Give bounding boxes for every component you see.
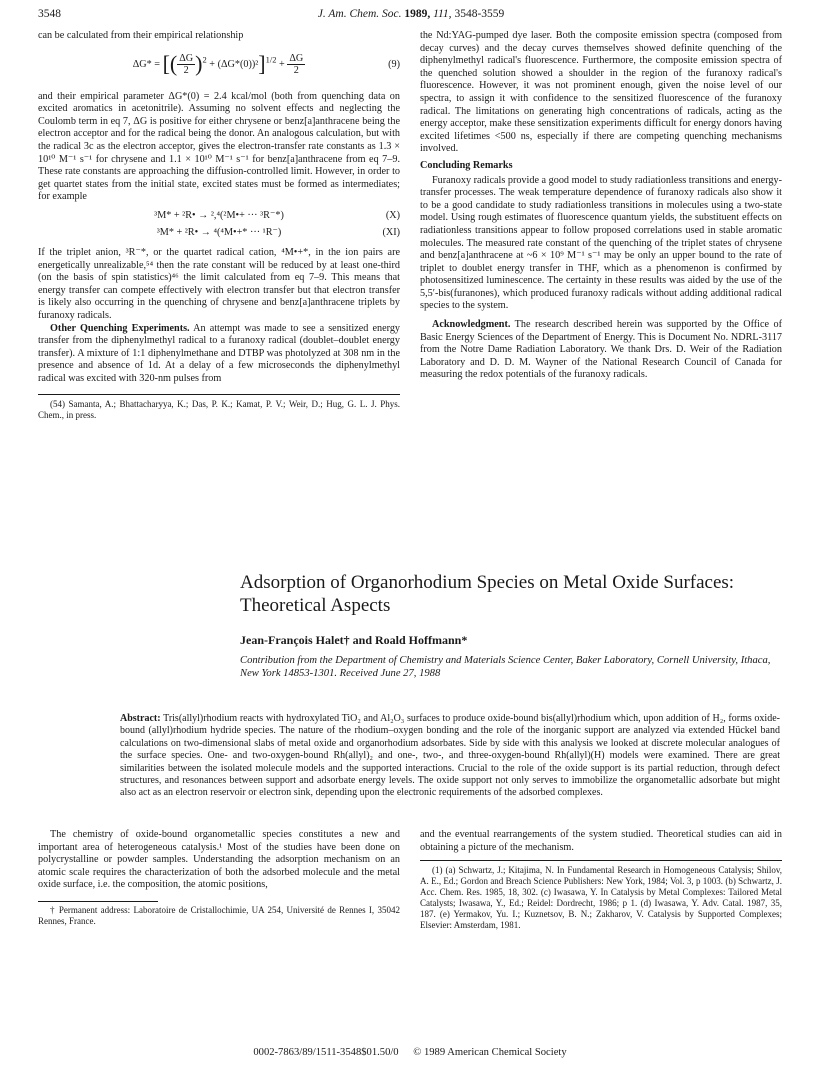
- journal-year: 1989,: [404, 8, 431, 20]
- body-right-column: [420, 829, 782, 931]
- body-left-column: [38, 829, 400, 927]
- article-authors: Jean-François Halet† and Roald Hoffmann*: [240, 633, 468, 647]
- equation-number: (9): [388, 58, 400, 70]
- footnote-divider: [38, 394, 400, 395]
- journal-citation: [38, 8, 784, 20]
- footnote-permanent-address: † Permanent address: Laboratoire de Cristallochimie, UA 254, Université de Rennes I, 35042 Rennes, France.: [38, 904, 400, 926]
- paragraph: If the triplet anion, ³R⁻*, or the quartet radical cation, ⁴M•+*, in the ion pairs are energetically unrealizable,⁵⁴ then the rate constant will be reduced by at least one-third (on the basis of spin statistics)⁴⁶ the limit calculated from eq 7–9. This means that energy transfer can compete effectively with electron transfer but that electron transfer is likely also occurring in the quenching of chrysene and benz[a]anthracene triplets by furanoxy radicals.: [38, 246, 400, 321]
- paragraph: can be calculated from their empirical relationship: [38, 30, 244, 41]
- run-in-heading: Other Quenching Experiments.: [50, 322, 190, 334]
- left-column: [38, 30, 400, 421]
- page-number: 3548: [38, 8, 61, 20]
- page-footer: [0, 1047, 820, 1058]
- journal-name: J. Am. Chem. Soc.: [317, 8, 402, 20]
- paragraph: the Nd:YAG-pumped dye laser. Both the composite emission spectra (composed from decay curves) and the decay curves themselves showed definite quenching of the diphenylmethyl radical's fluorescence. Furthermore, the composite emission spectra of the quenched solution showed a shoulder in the region of the furanoxy radical's fluorescence. However, it was not prominent enough, given the noise level of our spectra, to assign it with confidence to the sensitized fluorescence of the furanoxy radical. The limitations on generating high concentrations of radicals, acting as the energy acceptor, make these sensitization experiments difficult for energy donors having excited lifetimes <500 ns, especially if there are competing quenching mechanisms involved.: [420, 30, 782, 155]
- article-title: Adsorption of Organorhodium Species on Metal Oxide Surfaces: Theoretical Aspects: [240, 572, 735, 616]
- article-affiliation: Contribution from the Department of Chemistry and Materials Science Center, Baker Laboratory, Cornell University, Ithaca, New York 14853-1301. Received June 27, 1988: [240, 655, 771, 679]
- paragraph: and the eventual rearrangements of the system studied. Theoretical studies can aid in obtaining a picture of the mechanism.: [420, 829, 782, 853]
- acknowledgment: Acknowledgment. The research described herein was supported by the Office of Basic Energy Sciences of the Department of Energy. This is Document No. NDRL-3117 from the Notre Dame Radiation Laboratory. We thank Drs. D. Weir of the Radiation Laboratory and D. D. M. Wayner of the National Research Council of Canada for measuring the redox potentials of the furanoxy radicals.: [420, 319, 782, 381]
- article-code: 0002-7863/89/1511-3548$01.50/0: [253, 1047, 399, 1058]
- equation-X: ³M* + ²R• → ²,⁴(²M•+ ··· ³R⁻*) (X): [154, 209, 400, 221]
- footnote-divider: [420, 860, 782, 861]
- abstract: [120, 713, 780, 800]
- footnote-1: (1) (a) Schwartz, J.; Kitajima, N. In Fundamental Research in Homogeneous Catalysis; Shilov, A. E., Ed.; Gordon and Breach Science Publishers: New York, 1984; Vol. 3, p 1003. (b) Schwartz, J. Acc. Chem. Res. 1985, 18, 302. (c) Iwasawa, Y. In Catalysis by Metal Complexes: Tailored Metal Catalysts; Iwasawa, Y., Ed.; Reidel: Dordrecht, 1986; p 1. (d) Iwasawa, Y. Adv. Catal. 1987, 35, 187. (e) Yermakov, Yu. I.; Kuznetsov, B. N.; Zakharov, V. Catalysis by Supported Complexes; Elsevier: Amsterdam, 1981.: [420, 865, 782, 931]
- paragraph: and their empirical parameter ΔG*(0) = 2.4 kcal/mol (both from quenching data on excited aromatics in acetonitrile). Assuming no solvent effects and neglecting the Coulomb term in eq 7, ΔG is positive for either chrysene or benz[a]anthracene being the electron acceptor and for the radical being the donor. An analogous calculation, but with the radical 3c as the electron acceptor, gives the electron-transfer rate constants as 1.3 × 10¹⁰ M⁻¹ s⁻¹ for chrysene and 1.1 × 10¹⁰ M⁻¹ s⁻¹ for benz[a]anthracene from eq 7–9. These rate constants are approaching the diffusion-controlled limit. However, in order to get quartet states from the initial state, excited states must be formed as intermediates; for example: [38, 90, 400, 203]
- paragraph: Other Quenching Experiments. An attempt was made to see a sensitized energy transfer from the diphenylmethyl radical to a furanoxy radical (doublet–doublet energy transfer). A mixture of 1:1 diphenylmethane and DTBP was photolyzed at 308 nm in the presence and absence of 1d. At a delay of a few microseconds the diphenylmethyl radical was excited with 320-nm pulses from: [38, 322, 401, 384]
- footnote-54: (54) Samanta, A.; Bhattacharyya, K.; Das, P. K.; Kamat, P. V.; Weir, D.; Hug, G. L. J. Phys. Chem., in press.: [38, 399, 400, 421]
- journal-volume: 111,: [433, 8, 452, 20]
- section-heading: Concluding Remarks: [420, 159, 513, 171]
- right-column: [420, 30, 782, 382]
- journal-pages: 3548-3559: [454, 8, 505, 20]
- equation-XI: ³M* + ²R• → ⁴(⁴M•+* ··· ¹R⁻) (XI): [156, 226, 400, 238]
- paragraph: Furanoxy radicals provide a good model to study radiationless transitions and energy-transfer processes. The weak temperature dependence of furanoxy radicals also show it to be a good candidate to study radiationless transitions in molecules using a two-state model. Using rough estimates of fluorescence quantum yields, the substituent effects on radiationless transitions appear to follow proposed correlations used in stable aromatic molecules. The measured rate constant of the quenching of the triplet states of chrysene and benz[a]anthracene at ~6 × 10⁹ M⁻¹ s⁻¹ may be only an upper bound to the rate of triplet to doublet energy transfer in THF, which as a phenomenon is confirmed by photosensitized luminescence. The certainty in these results was aided by the use of the 5,5′-bis(furanones), which produced furanoxy radicals without adding additional radical species to the system.: [420, 174, 782, 312]
- paragraph: The chemistry of oxide-bound organometallic species constitutes a new and important area of heterogeneous catalysis.¹ Most of the studies have been done on polycrystalline or powder samples. Understanding the adsorption mechanism on an atomic scale requires the characterization of both the adsorbed molecule and the metal oxide surface, i.e. the composition, the atomic positions,: [38, 829, 400, 891]
- running-header: [38, 8, 784, 24]
- run-in-heading: Acknowledgment.: [432, 319, 511, 331]
- abstract-text: Tris(allyl)rhodium reacts with hydroxylated TiO₂ and Al₂O₃ surfaces to produce oxide-bound bis(allyl)rhodium which, upon addition of H₂, forms oxide-bound (allyl)rhodium hydride species. The nature of the rhodium–oxygen bonding and the role of the inorganic support are analyzed via extended Hückel band calculations on two-dimensional slabs of metal oxide and organorhodium adsorbates. Side by side with this analysis we looked at discrete molecular analogues of the surface species. One- and two-oxygen-bound Rh(allyl)₂ and one-, two-, and three-oxygen-bound Rh(allyl)(H) models were examined. There are great similarities between the isolated molecule models and the supported interactions. Crucial to the role of the oxide support is its partial reduction, through defect structures, and resonances between support and adsorbate energy levels. The oxide support not only serves to immobilize the organometallic adsorbate but might also act as an electron reservoir or electron sink, depending upon the electronic requirements of the adsorbed complexes.: [120, 713, 780, 799]
- footnote-divider: [38, 901, 158, 902]
- copyright: © 1989 American Chemical Society: [413, 1047, 567, 1058]
- equation-number: (X): [385, 209, 400, 221]
- equation-9: ΔG* = [( $\frac{\Delta G}{2}$ )$^2$ + (ΔG*(0))²]$^{1/2}$ + $\frac{\Delta G}{2}$ (9): [132, 50, 400, 76]
- equation-number: (XI): [382, 226, 400, 238]
- abstract-heading: Abstract:: [120, 713, 161, 724]
